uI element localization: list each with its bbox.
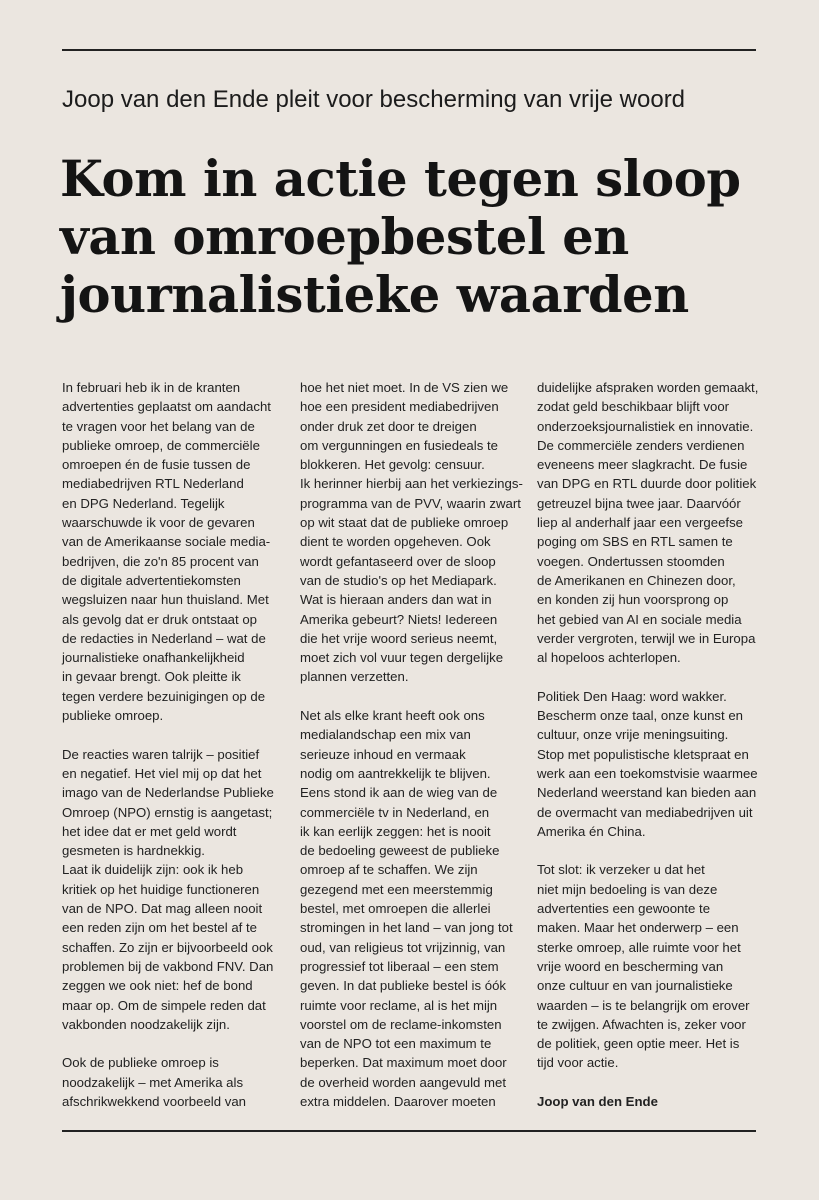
text-line: blokkeren. Het gevolg: censuur. [300, 457, 485, 473]
headline-line: van omroepbestel en [60, 208, 629, 266]
text-line: advertenties geplaatst om aandacht [62, 399, 271, 415]
text-line: commerciële tv in Nederland, en [300, 804, 490, 820]
text-line: tegen verdere bezuinigingen op de [62, 688, 266, 704]
body-paragraph [537, 378, 782, 667]
text-line: serieuze inhoud en vermaak [300, 746, 466, 762]
text-line: en DPG Nederland. Tegelijk [62, 495, 225, 511]
body-paragraph [62, 378, 307, 725]
text-line: noodzakelijk – met Amerika als [62, 1074, 244, 1090]
text-line: nodig om aantrekkelijk te blijven. [300, 765, 491, 781]
text-line: voegen. Ondertussen stoomden [537, 553, 725, 569]
text-line: waarden – is te belangrijk om erover [537, 997, 750, 1013]
top-rule [62, 49, 756, 51]
text-line: schaffen. Zo zijn er bijvoorbeeld ook [62, 939, 273, 955]
text-line: Tot slot: ik verzeker u dat het [537, 862, 705, 878]
text-line: zodat geld beschikbaar blijft voor [537, 399, 730, 415]
text-line: voorstel om de reclame-inkomsten [300, 1016, 502, 1032]
text-line: programma van de PVV, waarin zwart [300, 495, 521, 511]
text-line: poging om SBS en RTL samen te [537, 534, 733, 550]
text-line: extra middelen. Daarover moeten [300, 1093, 496, 1109]
body-paragraph [62, 1053, 307, 1111]
text-line: Nederland weerstand kan bieden aan [537, 785, 757, 801]
text-line: progressief tot liberaal – een stem [300, 958, 499, 974]
text-line: onder druk zet door te dreigen [300, 418, 477, 434]
text-line: werk aan een toekomstvisie waarmee [537, 765, 758, 781]
text-line: medialandschap een mix van [300, 727, 471, 743]
text-line: geven. In dat publieke bestel is óók [300, 978, 507, 994]
text-line: Wat is hieraan anders dan wat in [300, 592, 492, 608]
text-line: moet zich vol vuur tegen dergelijke [300, 650, 504, 666]
column-1 [62, 378, 307, 1111]
text-line: de redacties in Nederland – wat de [62, 630, 266, 646]
text-line: van de Amerikaanse sociale media- [62, 534, 271, 550]
text-line: hoe het niet moet. In de VS zien we [300, 380, 509, 395]
text-line: omroepen én de fusie tussen de [62, 457, 251, 473]
text-line: hoe een president mediabedrijven [300, 399, 499, 415]
text-line: omroep af te schaffen. We zijn [300, 862, 478, 878]
text-line: de bedoeling geweest de publieke [300, 843, 500, 859]
text-line: problemen bij de vakbond FNV. Dan [62, 958, 274, 974]
text-line: ruimte voor reclame, al is het mijn [300, 997, 498, 1013]
text-line: eveneens meer slagkracht. De fusie [537, 457, 748, 473]
body-paragraph [62, 745, 307, 1034]
headline-line: journalistieke waarden [60, 266, 689, 324]
body-paragraph [537, 687, 782, 841]
headline [60, 150, 780, 324]
text-line: de digitale advertentiekomsten [62, 572, 241, 588]
text-line: gezegend met een meerstemmig [300, 881, 493, 897]
text-line: wordt gefantaseerd over de sloop [300, 553, 496, 569]
text-line: sterke omroep, alle ruimte voor het [537, 939, 741, 955]
text-line: het idee dat er met geld wordt [62, 823, 237, 839]
text-line: Politiek Den Haag: word wakker. [537, 688, 727, 704]
text-line: advertenties een gewoonte te [537, 901, 711, 917]
text-line: vrije woord en bescherming van [537, 958, 724, 974]
text-line: stromingen in het land – van jong tot [300, 920, 513, 936]
text-line: mediabedrijven RTL Nederland [62, 476, 244, 492]
text-line: bestel, met omroepen die allerlei [300, 901, 491, 917]
headline-line: Kom in actie tegen sloop [60, 150, 741, 208]
text-line: tijd voor actie. [537, 1055, 619, 1071]
text-line: als gevolg dat er druk ontstaat op [62, 611, 258, 627]
text-line: afschrikwekkend voorbeeld van [62, 1093, 246, 1109]
text-line: liep al anderhalf jaar een vergeefse [537, 515, 744, 531]
text-line: van DPG en RTL duurde door politiek [537, 476, 757, 492]
text-line: Ook de publieke omroep is [62, 1055, 219, 1071]
text-line: ik kan eerlijk zeggen: het is nooit [300, 823, 491, 839]
text-line: van de NPO tot een maximum te [300, 1036, 492, 1052]
text-line: Net als elke krant heeft ook ons [300, 708, 485, 724]
text-line: publieke omroep, de commerciële [62, 437, 260, 453]
text-line: onze cultuur en van journalistieke [537, 978, 733, 994]
text-line: Omroep (NPO) ernstig is aangetast; [62, 804, 273, 820]
text-line: die het vrije woord serieus neemt, [300, 630, 498, 646]
text-line: Stop met populistische kletspraat en [537, 746, 749, 762]
text-line: wegsluizen naar hun thuisland. Met [62, 592, 269, 608]
text-line: al hopeloos achterlopen. [537, 650, 681, 666]
text-line: in gevaar brengt. Ook pleitte ik [62, 669, 241, 685]
text-line: publieke omroep. [62, 708, 164, 724]
column-3 [537, 378, 782, 1111]
text-line: Bescherm onze taal, onze kunst en [537, 708, 743, 724]
text-line: de overmacht van mediabedrijven uit [537, 804, 753, 820]
text-line: te zwijgen. Afwachten is, zeker voor [537, 1016, 746, 1032]
text-line: de politiek, geen optie meer. Het is [537, 1036, 740, 1052]
text-line: kritiek op het huidige functioneren [62, 881, 260, 897]
text-line: Eens stond ik aan de wieg van de [300, 785, 498, 801]
text-line: te vragen voor het belang van de [62, 418, 255, 434]
text-line: journalistieke onafhankelijkheid [62, 650, 245, 666]
text-line: Laat ik duidelijk zijn: ook ik heb [62, 862, 244, 878]
text-line: maken. Maar het onderwerp – een [537, 920, 739, 936]
text-line: De reacties waren talrijk – positief [62, 746, 260, 762]
text-line: zeggen we ook niet: hef de bond [62, 978, 253, 994]
text-line: bedrijven, die zo'n 85 procent van [62, 553, 259, 569]
text-line: vakbonden noodzakelijk zijn. [62, 1016, 230, 1032]
text-line: gesmeten is hardnekkig. [62, 843, 205, 859]
text-line: en konden zij hun voorsprong op [537, 592, 729, 608]
text-line: de overheid worden aangevuld met [300, 1074, 507, 1090]
text-line: beperken. Dat maximum moet door [300, 1055, 507, 1071]
kicker: Joop van den Ende pleit voor bescherming van vrije woord [62, 86, 686, 113]
text-line: cultuur, onze vrije meningsuiting. [537, 727, 729, 743]
text-line: oud, van religieus tot vrijzinnig, van [300, 939, 506, 955]
text-line: dient te worden opgeheven. Ook [300, 534, 491, 550]
text-line: In februari heb ik in de kranten [62, 380, 241, 395]
text-line: en negatief. Het viel mij op dat het [62, 765, 262, 781]
body-paragraph [300, 378, 545, 687]
text-line: Ik herinner hierbij aan het verkiezings- [300, 476, 523, 492]
text-line: om vergunningen en fusiedeals te [300, 437, 498, 453]
text-line: waarschuwde ik voor de gevaren [62, 515, 255, 531]
text-line: duidelijke afspraken worden gemaakt, [537, 380, 759, 395]
author-signature: Joop van den Ende [537, 1093, 658, 1109]
bottom-rule [62, 1130, 756, 1132]
text-line: getreuzel bijna twee jaar. Daarvóór [537, 495, 741, 511]
column-2 [300, 378, 545, 1111]
body-paragraph [300, 706, 545, 1111]
text-line: de Amerikanen en Chinezen door, [537, 572, 736, 588]
body-paragraph [537, 860, 782, 1072]
text-line: het gebied van AI en sociale media [537, 611, 742, 627]
text-line: Amerika én China. [537, 823, 646, 839]
text-line: maar op. Om de simpele reden dat [62, 997, 266, 1013]
text-line: van de NPO. Dat mag alleen nooit [62, 901, 263, 917]
text-line: verder vergroten, terwijl we in Europa [537, 630, 756, 646]
text-line: op wit staat dat de publieke omroep [300, 515, 509, 531]
text-line: plannen verzetten. [300, 669, 409, 685]
text-line: van de studio's op het Mediapark. [300, 572, 497, 588]
text-line: imago van de Nederlandse Publieke [62, 785, 274, 801]
text-line: een reden zijn om het bestel af te [62, 920, 258, 936]
text-line: niet mijn bedoeling is van deze [537, 881, 718, 897]
text-line: onderzoeksjournalistiek en innovatie. [537, 418, 754, 434]
text-line: De commerciële zenders verdienen [537, 437, 745, 453]
text-line: Amerika gebeurt? Niets! Iedereen [300, 611, 498, 627]
